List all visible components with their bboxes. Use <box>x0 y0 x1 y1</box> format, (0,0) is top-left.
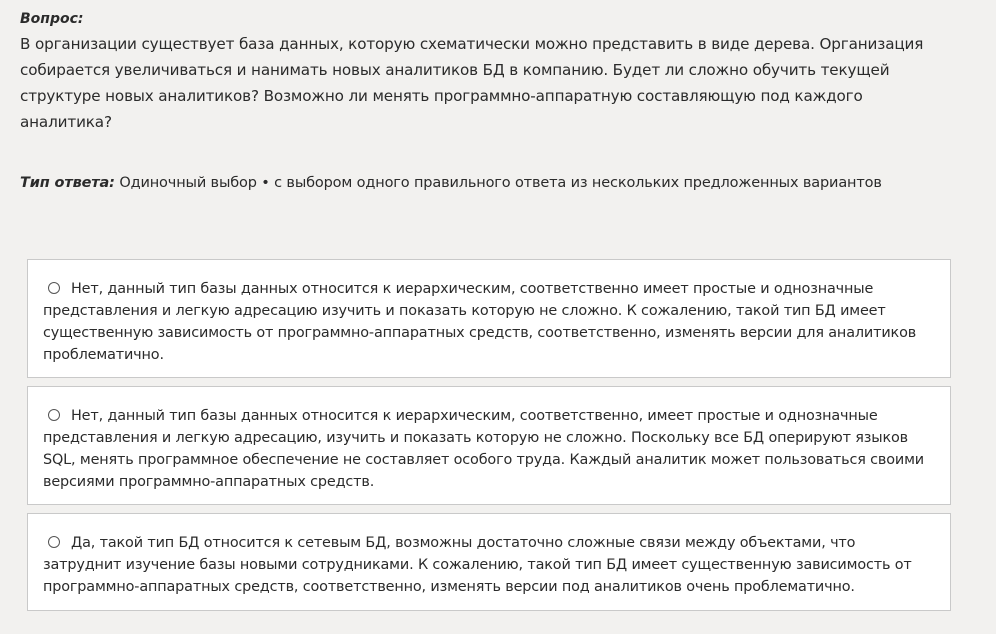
answer-option-3[interactable] <box>27 513 951 611</box>
answer-option-2[interactable] <box>27 386 951 505</box>
question-text: В организации существует база данных, которую схематически можно представить в виде дерева. Организация собирается увеличиваться и нанимать новых аналитиков БД в компанию. Будет ли сложно обучить текущей структуре новых аналитиков? Возможно ли менять программно-аппаратную составляющую под каждого аналитика? <box>20 35 924 131</box>
answer-option-text: Нет, данный тип базы данных относится к иерархическим, соответственно имеет простые и однозначные представления и легкую адресацию изучить и показать которую не сложно. К сожалению, такой тип БД имеет существенную зависимость от программно-аппаратных средств, соответственно, изменять версии для аналитиков проблематично. <box>43 281 917 363</box>
question-block <box>20 9 950 135</box>
answer-option-1[interactable] <box>27 259 951 378</box>
answer-option-text: Да, такой тип БД относится к сетевым БД, возможны достаточно сложные связи между объектами, что затруднит изучение базы новыми сотрудниками. К сожалению, такой тип БД имеет существенную зависимость от программно-аппаратных средств, соответственно, изменять версии под аналитиков очень проблематично. <box>43 535 912 595</box>
radio-button-2[interactable] <box>48 409 60 421</box>
answer-type-label: Тип ответа: <box>20 175 115 191</box>
answer-type-value: Одиночный выбор • с выбором одного правильного ответа из нескольких предложенных вариантов <box>119 175 882 191</box>
answer-option-text: Нет, данный тип базы данных относится к иерархическим, соответственно, имеет простые и однозначные представления и легкую адресацию, изучить и показать которую не сложно. Поскольку все БД оперируют языков SQL, менять программное обеспечение не составляет особого труда. Каждый аналитик может пользоваться своими версиями программно-аппаратных средств. <box>43 408 924 490</box>
radio-button-1[interactable] <box>48 282 60 294</box>
answer-type <box>20 172 882 194</box>
radio-button-3[interactable] <box>48 536 60 548</box>
question-label: Вопрос: <box>20 11 84 27</box>
